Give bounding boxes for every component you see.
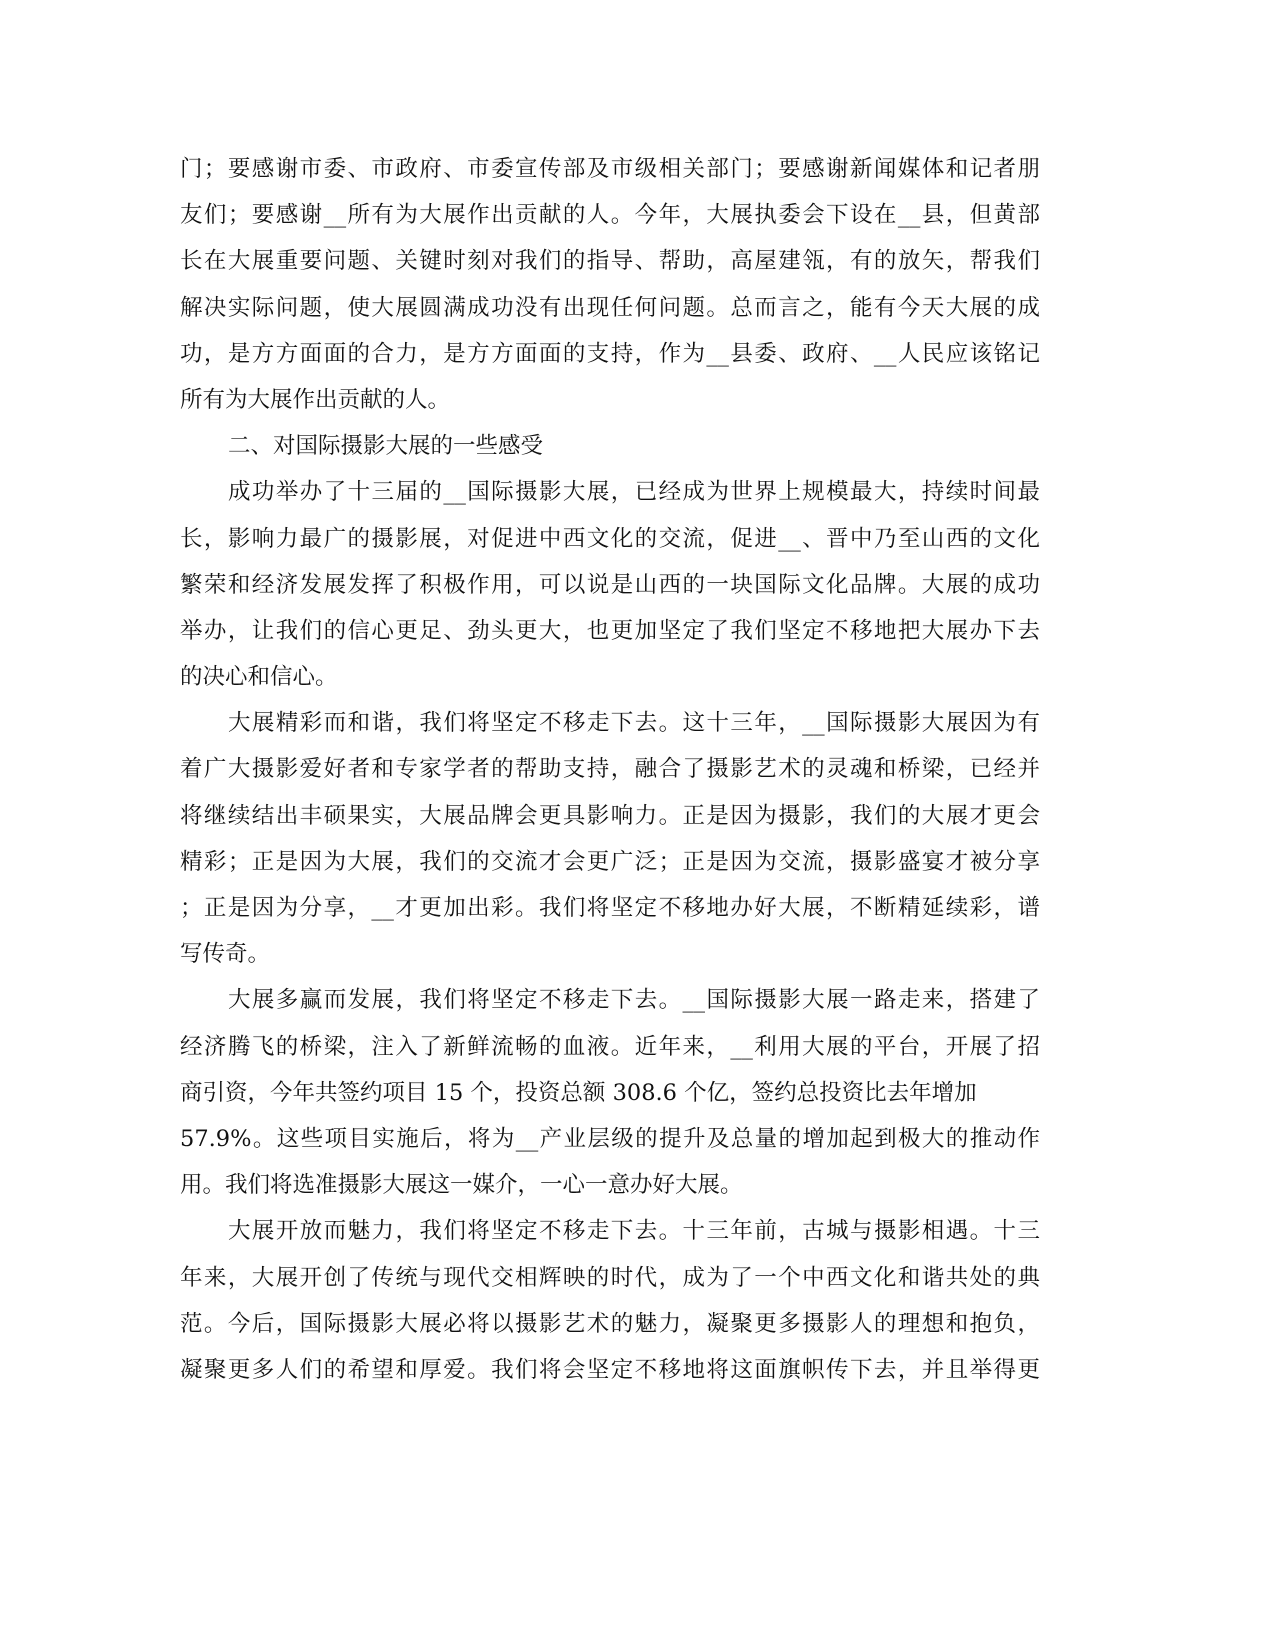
text-line: 范。今后，国际摄影大展必将以摄影艺术的魅力，凝聚更多摄影人的理想和抱负， bbox=[180, 1310, 1040, 1337]
text-line: 57.9%。这些项目实施后，将为__产业层级的提升及总量的增加起到极大的推动作 bbox=[180, 1125, 1040, 1152]
text-line: 写传奇。 bbox=[180, 941, 271, 968]
text-line: 商引资，今年共签约项目 15 个，投资总额 308.6 个亿，签约总投资比去年增加 bbox=[180, 1079, 977, 1106]
document-body bbox=[180, 146, 1040, 1393]
text-line: 举办，让我们的信心更足、劲头更大，也更加坚定了我们坚定不移地把大展办下去 bbox=[180, 617, 1040, 644]
text-line: 功，是方方面面的合力，是方方面面的支持，作为__县委、政府、__人民应该铭记 bbox=[180, 340, 1040, 367]
text-line: 繁荣和经济发展发挥了积极作用，可以说是山西的一块国际文化品牌。大展的成功 bbox=[180, 571, 1040, 598]
text-line: 大展多赢而发展，我们将坚定不移走下去。__国际摄影大展一路走来，搭建了 bbox=[228, 987, 1040, 1014]
section-heading: 二、对国际摄影大展的一些感受 bbox=[228, 433, 544, 460]
text-line: 解决实际问题，使大展圆满成功没有出现任何问题。总而言之，能有今天大展的成 bbox=[180, 294, 1040, 321]
text-line: 凝聚更多人们的希望和厚爱。我们将会坚定不移地将这面旗帜传下去，并且举得更 bbox=[180, 1356, 1040, 1383]
text-line: 的决心和信心。 bbox=[180, 664, 338, 691]
text-line: 精彩；正是因为大展，我们的交流才会更广泛；正是因为交流，摄影盛宴才被分享 bbox=[180, 848, 1040, 875]
text-line: 大展精彩而和谐，我们将坚定不移走下去。这十三年，__国际摄影大展因为有 bbox=[228, 710, 1040, 737]
text-line: 长，影响力最广的摄影展，对促进中西文化的交流，促进__、晋中乃至山西的文化 bbox=[180, 525, 1040, 552]
text-line: 友们；要感谢__所有为大展作出贡献的人。今年，大展执委会下设在__县，但黄部 bbox=[180, 202, 1040, 229]
text-line: 将继续结出丰硕果实，大展品牌会更具影响力。正是因为摄影，我们的大展才更会 bbox=[180, 802, 1040, 829]
text-line: 着广大摄影爱好者和专家学者的帮助支持，融合了摄影艺术的灵魂和桥梁，已经并 bbox=[180, 756, 1040, 783]
text-line: 成功举办了十三届的__国际摄影大展，已经成为世界上规模最大，持续时间最 bbox=[228, 479, 1040, 506]
text-line: 长在大展重要问题、关键时刻对我们的指导、帮助，高屋建瓴，有的放矢，帮我们 bbox=[180, 248, 1040, 275]
text-line: ；正是因为分享，__才更加出彩。我们将坚定不移地办好大展，不断精延续彩，谱 bbox=[180, 895, 1040, 921]
text-line: 门；要感谢市委、市政府、市委宣传部及市级相关部门；要感谢新闻媒体和记者朋 bbox=[180, 156, 1040, 182]
text-line: 经济腾飞的桥梁，注入了新鲜流畅的血液。近年来，__利用大展的平台，开展了招 bbox=[180, 1033, 1040, 1060]
text-line: 年来，大展开创了传统与现代交相辉映的时代，成为了一个中西文化和谐共处的典 bbox=[180, 1264, 1040, 1291]
text-line: 所有为大展作出贡献的人。 bbox=[180, 386, 451, 413]
text-line: 用。我们将选准摄影大展这一媒介，一心一意办好大展。 bbox=[180, 1172, 743, 1199]
text-line: 大展开放而魅力，我们将坚定不移走下去。十三年前，古城与摄影相遇。十三 bbox=[228, 1218, 1040, 1245]
